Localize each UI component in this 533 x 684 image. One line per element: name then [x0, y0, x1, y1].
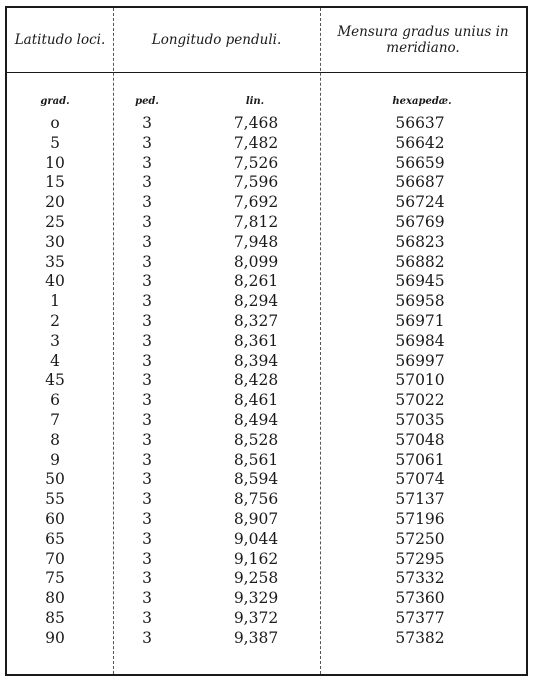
feet-cell: 3 [142, 608, 152, 627]
hexapedae-cell: 57332 [395, 569, 445, 588]
feet-cell: 3 [142, 153, 152, 172]
lines-cell: 9,372 [233, 608, 279, 627]
hexapedae-cell: 57035 [395, 410, 445, 429]
latitude-cell: 50 [45, 470, 65, 489]
feet-cell: 3 [142, 410, 152, 429]
latitude-cell: 80 [45, 589, 65, 608]
latitude-cell: 90 [45, 628, 65, 647]
hexapedae-cell: 57010 [395, 371, 445, 390]
hexapedae-cell: 57377 [395, 608, 445, 627]
lines-cell: 8,561 [233, 450, 279, 469]
table-row [7, 431, 526, 451]
table-row [7, 193, 526, 213]
table-row [7, 609, 526, 629]
feet-cell: 3 [142, 391, 152, 410]
table-row [7, 510, 526, 530]
table-body [7, 114, 526, 649]
latitude-cell: o [50, 114, 60, 132]
hexapedae-cell: 56724 [395, 193, 445, 212]
lines-cell: 8,361 [233, 331, 279, 350]
lines-cell: 7,948 [233, 232, 279, 251]
feet-cell: 3 [142, 114, 152, 132]
latitude-cell: 9 [50, 450, 60, 469]
latitude-cell: 30 [45, 232, 65, 251]
latitude-cell: 4 [50, 351, 60, 370]
header-pendulum-length: Longitudo penduli. [151, 32, 282, 48]
table-row [7, 213, 526, 233]
feet-cell: 3 [142, 292, 152, 311]
table-row [7, 451, 526, 471]
feet-cell: 3 [142, 529, 152, 548]
table-row [7, 530, 526, 550]
feet-cell: 3 [142, 133, 152, 152]
hexapedae-cell: 56687 [395, 173, 445, 192]
lines-cell: 8,327 [233, 311, 279, 330]
latitude-cell: 35 [45, 252, 65, 271]
latitude-cell: 6 [50, 391, 60, 410]
latitude-cell: 8 [50, 430, 60, 449]
lines-cell: 9,162 [233, 549, 279, 568]
table-row [7, 490, 526, 510]
table-row [7, 154, 526, 174]
table-row [7, 550, 526, 570]
latitude-cell: 45 [45, 371, 65, 390]
hexapedae-cell: 57048 [395, 430, 445, 449]
table-row [7, 173, 526, 193]
lines-cell: 7,596 [233, 173, 279, 192]
lines-cell: 7,526 [233, 153, 279, 172]
latitude-cell: 2 [50, 311, 60, 330]
hexapedae-cell: 57196 [395, 509, 445, 528]
lines-cell: 8,594 [233, 470, 279, 489]
hexapedae-cell: 56958 [395, 292, 445, 311]
lines-cell: 9,044 [233, 529, 279, 548]
table-row [7, 312, 526, 332]
feet-cell: 3 [142, 331, 152, 350]
unit-lines: lin. [245, 96, 265, 107]
latitude-cell: 10 [45, 153, 65, 172]
latitude-cell: 15 [45, 173, 65, 192]
lines-cell: 9,387 [233, 628, 279, 647]
hexapedae-cell: 57295 [395, 549, 445, 568]
latitude-cell: 60 [45, 509, 65, 528]
latitude-cell: 5 [50, 133, 60, 152]
lines-cell: 9,329 [233, 589, 279, 608]
hexapedae-cell: 56971 [395, 311, 445, 330]
feet-cell: 3 [142, 252, 152, 271]
table-row [7, 629, 526, 649]
table-row [7, 391, 526, 411]
header-divider [7, 72, 526, 73]
latitude-cell: 7 [50, 410, 60, 429]
feet-cell: 3 [142, 193, 152, 212]
latitude-cell: 75 [45, 569, 65, 588]
table-row [7, 589, 526, 609]
header-degree-measure: Mensura gradus unius in meridiano. [337, 24, 509, 56]
hexapedae-cell: 57022 [395, 391, 445, 410]
lines-cell: 7,468 [233, 114, 279, 132]
hexapedae-cell: 57382 [395, 628, 445, 647]
table-frame [5, 6, 528, 676]
feet-cell: 3 [142, 371, 152, 390]
table-row [7, 253, 526, 273]
hexapedae-cell: 57061 [395, 450, 445, 469]
hexapedae-cell: 57360 [395, 589, 445, 608]
lines-cell: 7,482 [233, 133, 279, 152]
latitude-cell: 40 [45, 272, 65, 291]
hexapedae-cell: 56769 [395, 212, 445, 231]
lines-cell: 8,294 [233, 292, 279, 311]
hexapedae-cell: 56642 [395, 133, 445, 152]
table-row [7, 371, 526, 391]
header-latitude: Latitudo loci. [14, 32, 106, 48]
hexapedae-cell: 56997 [395, 351, 445, 370]
table-row [7, 470, 526, 490]
lines-cell: 8,461 [233, 391, 279, 410]
latitude-cell: 85 [45, 608, 65, 627]
lines-cell: 9,258 [233, 569, 279, 588]
unit-feet: ped. [135, 96, 159, 107]
feet-cell: 3 [142, 569, 152, 588]
feet-cell: 3 [142, 628, 152, 647]
hexapedae-cell: 56984 [395, 331, 445, 350]
lines-cell: 8,394 [233, 351, 279, 370]
hexapedae-cell: 57250 [395, 529, 445, 548]
hexapedae-cell: 57137 [395, 490, 445, 509]
feet-cell: 3 [142, 232, 152, 251]
hexapedae-cell: 56659 [395, 153, 445, 172]
lines-cell: 8,428 [233, 371, 279, 390]
feet-cell: 3 [142, 549, 152, 568]
feet-cell: 3 [142, 272, 152, 291]
feet-cell: 3 [142, 351, 152, 370]
table-row [7, 272, 526, 292]
latitude-cell: 3 [50, 331, 60, 350]
feet-cell: 3 [142, 173, 152, 192]
hexapedae-cell: 56882 [395, 252, 445, 271]
feet-cell: 3 [142, 450, 152, 469]
feet-cell: 3 [142, 212, 152, 231]
table-row [7, 352, 526, 372]
hexapedae-cell: 57074 [395, 470, 445, 489]
table-row [7, 114, 526, 134]
latitude-cell: 70 [45, 549, 65, 568]
latitude-cell: 1 [50, 292, 60, 311]
table-row [7, 411, 526, 431]
unit-hexapedae: hexapedæ. [392, 96, 452, 107]
lines-cell: 7,692 [233, 193, 279, 212]
feet-cell: 3 [142, 509, 152, 528]
table-row [7, 332, 526, 352]
feet-cell: 3 [142, 470, 152, 489]
hexapedae-cell: 56945 [395, 272, 445, 291]
lines-cell: 8,494 [233, 410, 279, 429]
lines-cell: 8,528 [233, 430, 279, 449]
table-row [7, 569, 526, 589]
feet-cell: 3 [142, 311, 152, 330]
lines-cell: 8,261 [233, 272, 279, 291]
lines-cell: 8,756 [233, 490, 279, 509]
lines-cell: 8,907 [233, 509, 279, 528]
feet-cell: 3 [142, 589, 152, 608]
table-row [7, 292, 526, 312]
table-row [7, 134, 526, 154]
latitude-cell: 20 [45, 193, 65, 212]
hexapedae-cell: 56823 [395, 232, 445, 251]
feet-cell: 3 [142, 430, 152, 449]
lines-cell: 8,099 [233, 252, 279, 271]
unit-latitude: grad. [40, 96, 70, 107]
hexapedae-cell: 56637 [395, 114, 445, 132]
table-row [7, 233, 526, 253]
feet-cell: 3 [142, 490, 152, 509]
latitude-cell: 65 [45, 529, 65, 548]
lines-cell: 7,812 [233, 212, 279, 231]
latitude-cell: 55 [45, 490, 65, 509]
latitude-cell: 25 [45, 212, 65, 231]
